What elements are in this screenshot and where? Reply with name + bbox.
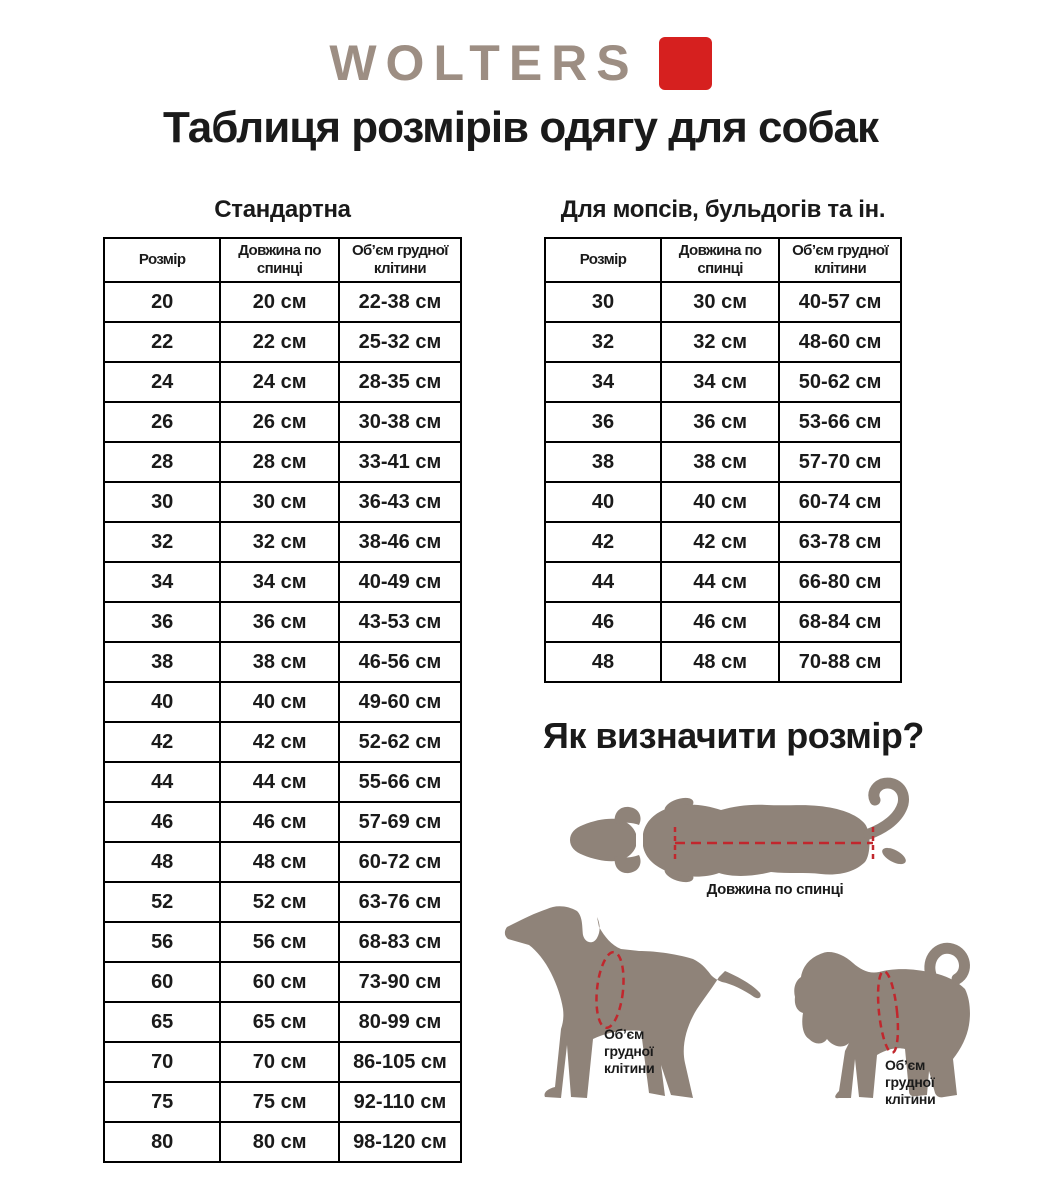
table-cell: 48: [545, 642, 661, 682]
table-cell: 34 см: [220, 562, 339, 602]
table-cell: 32 см: [220, 522, 339, 562]
table-cell: 63-78 см: [779, 522, 901, 562]
table-cell: 63-76 см: [339, 882, 461, 922]
brand-logo-red-square: [659, 37, 712, 90]
dog-ear-icon: [615, 855, 641, 873]
table-cell: 40-49 см: [339, 562, 461, 602]
table-cell: 22-38 см: [339, 282, 461, 322]
table-cell: 38: [545, 442, 661, 482]
table-row: [104, 722, 461, 762]
table-cell: 38-46 см: [339, 522, 461, 562]
table-cell: 36: [104, 602, 220, 642]
table-cell: 33-41 см: [339, 442, 461, 482]
table-cell: 68-83 см: [339, 922, 461, 962]
table-cell: 70: [104, 1042, 220, 1082]
table-cell: 34: [104, 562, 220, 602]
pug-curled-tail-icon: [930, 948, 965, 979]
table-cell: 75: [104, 1082, 220, 1122]
table-row: [104, 1122, 461, 1162]
table-cell: 50-62 см: [779, 362, 901, 402]
table-cell: 44 см: [661, 562, 779, 602]
table-row: [104, 682, 461, 722]
table-cell: 86-105 см: [339, 1042, 461, 1082]
table-cell: 46: [104, 802, 220, 842]
table-row: [545, 642, 901, 682]
table-cell: 34 см: [661, 362, 779, 402]
table-cell: 49-60 см: [339, 682, 461, 722]
table-row: [545, 602, 901, 642]
table-cell: 46: [545, 602, 661, 642]
table-row: [104, 482, 461, 522]
pug-size-table: [544, 237, 902, 683]
table-cell: 60 см: [220, 962, 339, 1002]
dog-ear-icon: [615, 807, 641, 825]
page-title: Таблиця розмірів одягу для собак: [162, 103, 879, 152]
table-row: [545, 402, 901, 442]
table-cell: 24 см: [220, 362, 339, 402]
chest-volume-label: Об’єм грудної клітини: [604, 1026, 655, 1076]
column-header: Об’єм грудної клітини: [339, 238, 461, 282]
table-cell: 73-90 см: [339, 962, 461, 1002]
table-cell: 36 см: [661, 402, 779, 442]
table-row: [104, 402, 461, 442]
table-cell: 56 см: [220, 922, 339, 962]
table-row: [104, 1082, 461, 1122]
table-cell: 48: [104, 842, 220, 882]
table-row: [104, 322, 461, 362]
table-cell: 36 см: [220, 602, 339, 642]
table-cell: 42: [104, 722, 220, 762]
table-cell: 25-32 см: [339, 322, 461, 362]
table-cell: 92-110 см: [339, 1082, 461, 1122]
table-cell: 48 см: [220, 842, 339, 882]
pug-size-table-section: [544, 196, 902, 683]
table-cell: 66-80 см: [779, 562, 901, 602]
table-row: [104, 282, 461, 322]
table-cell: 46-56 см: [339, 642, 461, 682]
table-cell: 40 см: [661, 482, 779, 522]
table-cell: 43-53 см: [339, 602, 461, 642]
table-row: [545, 482, 901, 522]
table-row: [104, 802, 461, 842]
column-header: Об’єм грудної клітини: [779, 238, 901, 282]
table-cell: 38 см: [661, 442, 779, 482]
table-cell: 70 см: [220, 1042, 339, 1082]
column-header: Розмір: [104, 238, 220, 282]
table-cell: 42: [545, 522, 661, 562]
table-row: [104, 522, 461, 562]
table-cell: 70-88 см: [779, 642, 901, 682]
column-header: Довжина по спинці: [661, 238, 779, 282]
table-row: [104, 362, 461, 402]
table-cell: 80-99 см: [339, 1002, 461, 1042]
table-cell: 36-43 см: [339, 482, 461, 522]
table-cell: 65: [104, 1002, 220, 1042]
table-cell: 32: [545, 322, 661, 362]
table-cell: 55-66 см: [339, 762, 461, 802]
table-cell: 52: [104, 882, 220, 922]
table-cell: 52-62 см: [339, 722, 461, 762]
table-cell: 26 см: [220, 402, 339, 442]
table-cell: 44 см: [220, 762, 339, 802]
table-row: [545, 362, 901, 402]
table-cell: 46 см: [661, 602, 779, 642]
pug-table-heading: Для мопсів, бульдогів та ін.: [560, 196, 886, 223]
back-length-label: Довжина по спинці: [706, 881, 844, 898]
table-cell: 75 см: [220, 1082, 339, 1122]
table-cell: 36: [545, 402, 661, 442]
table-row: [104, 1002, 461, 1042]
table-cell: 32 см: [661, 322, 779, 362]
table-cell: 40 см: [220, 682, 339, 722]
table-cell: 56: [104, 922, 220, 962]
table-cell: 42 см: [220, 722, 339, 762]
table-row: [104, 602, 461, 642]
table-cell: 30 см: [220, 482, 339, 522]
standard-size-table: [103, 237, 462, 1163]
table-cell: 52 см: [220, 882, 339, 922]
table-cell: 65 см: [220, 1002, 339, 1042]
table-cell: 57-70 см: [779, 442, 901, 482]
table-cell: 22 см: [220, 322, 339, 362]
table-cell: 68-84 см: [779, 602, 901, 642]
table-cell: 34: [545, 362, 661, 402]
table-cell: 44: [545, 562, 661, 602]
column-header: Розмір: [545, 238, 661, 282]
table-row: [545, 322, 901, 362]
table-row: [104, 442, 461, 482]
table-cell: 24: [104, 362, 220, 402]
top-view-dog-silhouette: [570, 783, 908, 884]
table-row: [545, 562, 901, 602]
table-cell: 26: [104, 402, 220, 442]
table-cell: 46 см: [220, 802, 339, 842]
table-cell: 40: [545, 482, 661, 522]
chest-volume-label: Об’єм грудної клітини: [885, 1057, 936, 1107]
table-cell: 20: [104, 282, 220, 322]
table-cell: 28-35 см: [339, 362, 461, 402]
table-cell: 38: [104, 642, 220, 682]
table-row: [545, 282, 901, 322]
table-cell: 42 см: [661, 522, 779, 562]
table-row: [104, 882, 461, 922]
table-cell: 28 см: [220, 442, 339, 482]
dog-tail-icon: [869, 783, 903, 834]
table-cell: 32: [104, 522, 220, 562]
table-cell: 30-38 см: [339, 402, 461, 442]
table-row: [104, 642, 461, 682]
table-row: [104, 762, 461, 802]
column-header: Довжина по спинці: [220, 238, 339, 282]
measurement-guide-heading: Як визначити розмір?: [543, 715, 924, 756]
table-cell: 20 см: [220, 282, 339, 322]
brand-logo-text: WOLTERS: [329, 35, 639, 91]
table-cell: 44: [104, 762, 220, 802]
table-cell: 28: [104, 442, 220, 482]
table-row: [545, 442, 901, 482]
table-cell: 40: [104, 682, 220, 722]
brand-header: [0, 34, 1041, 92]
table-cell: 30: [545, 282, 661, 322]
table-cell: 80 см: [220, 1122, 339, 1162]
table-cell: 48-60 см: [779, 322, 901, 362]
table-cell: 30: [104, 482, 220, 522]
table-row: [104, 562, 461, 602]
top-view-dog-illustration: [563, 772, 921, 884]
table-row: [104, 962, 461, 1002]
table-cell: 80: [104, 1122, 220, 1162]
table-cell: 60-74 см: [779, 482, 901, 522]
standard-table-heading: Стандартна: [214, 196, 351, 223]
table-cell: 40-57 см: [779, 282, 901, 322]
table-cell: 53-66 см: [779, 402, 901, 442]
standing-dog-illustration: [503, 905, 765, 1110]
table-cell: 60-72 см: [339, 842, 461, 882]
table-header-row: [104, 238, 461, 282]
table-cell: 60: [104, 962, 220, 1002]
table-row: [104, 1042, 461, 1082]
table-cell: 98-120 см: [339, 1122, 461, 1162]
table-row: [545, 522, 901, 562]
table-cell: 57-69 см: [339, 802, 461, 842]
table-row: [104, 842, 461, 882]
table-cell: 22: [104, 322, 220, 362]
table-header-row: [545, 238, 901, 282]
standard-size-table-section: [103, 196, 462, 1163]
table-cell: 30 см: [661, 282, 779, 322]
table-row: [104, 922, 461, 962]
table-cell: 38 см: [220, 642, 339, 682]
table-cell: 48 см: [661, 642, 779, 682]
